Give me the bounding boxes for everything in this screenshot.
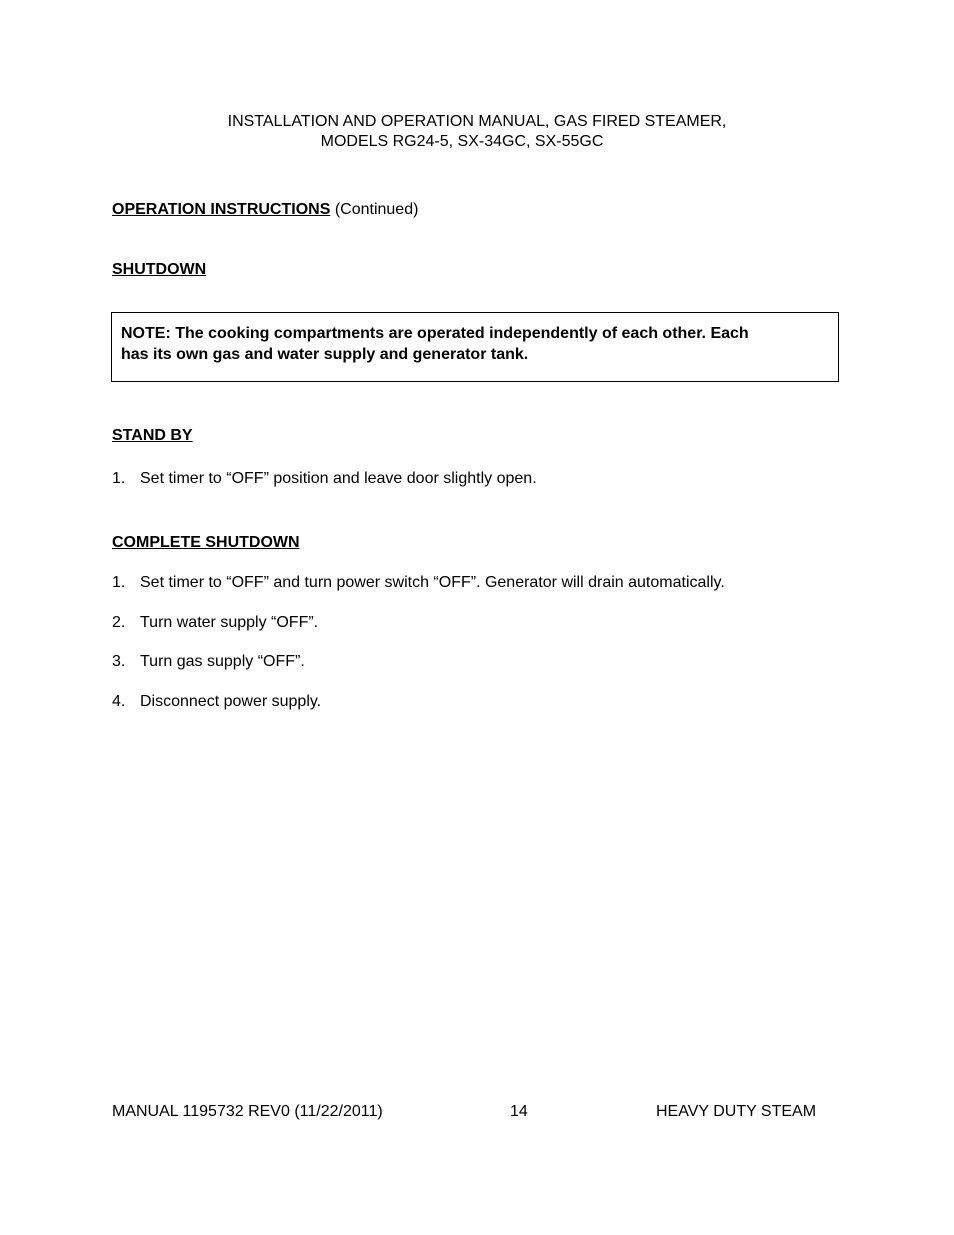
complete-shutdown-heading: COMPLETE SHUTDOWN bbox=[112, 534, 300, 551]
complete-shutdown-list-item bbox=[112, 652, 305, 672]
footer-manual-id: MANUAL 1195732 REV0 (11/22/2011) bbox=[112, 1103, 383, 1120]
list-item-number: 1. bbox=[112, 470, 126, 487]
list-item-number: 4. bbox=[112, 693, 126, 710]
list-item-number: 1. bbox=[112, 574, 126, 591]
list-item-text: Disconnect power supply. bbox=[140, 693, 322, 710]
section-title-main: OPERATION INSTRUCTIONS bbox=[112, 201, 331, 218]
note-box bbox=[111, 312, 839, 382]
header-title-line-2: MODELS RG24-5, SX-34GC, SX-55GC bbox=[320, 133, 604, 150]
list-item-text: Turn water supply “OFF”. bbox=[140, 614, 319, 631]
list-item-number: 3. bbox=[112, 653, 126, 670]
list-item-number: 2. bbox=[112, 614, 126, 631]
note-line-2: has its own gas and water supply and generator tank. bbox=[121, 346, 529, 363]
section-title bbox=[112, 200, 418, 220]
note-line-1: NOTE: The cooking compartments are operated independently of each other. Each bbox=[121, 325, 749, 342]
complete-shutdown-list-item bbox=[112, 573, 725, 593]
section-title-suffix: (Continued) bbox=[330, 201, 419, 218]
footer-brand: HEAVY DUTY STEAM bbox=[656, 1103, 817, 1120]
list-item-text: Turn gas supply “OFF”. bbox=[140, 653, 305, 670]
complete-shutdown-list-item bbox=[112, 692, 321, 712]
header-title-line-1: INSTALLATION AND OPERATION MANUAL, GAS FIRED STEAMER, bbox=[227, 113, 727, 130]
list-item-text: Set timer to “OFF” and turn power switch “OFF”. Generator will drain automatically. bbox=[140, 574, 725, 591]
stand-by-heading: STAND BY bbox=[112, 427, 193, 444]
complete-shutdown-list-item bbox=[112, 613, 318, 633]
list-item-text: Set timer to “OFF” position and leave door slightly open. bbox=[140, 470, 537, 487]
footer-page-number: 14 bbox=[510, 1103, 528, 1120]
stand-by-list-item bbox=[112, 469, 537, 489]
shutdown-heading: SHUTDOWN bbox=[112, 261, 207, 278]
